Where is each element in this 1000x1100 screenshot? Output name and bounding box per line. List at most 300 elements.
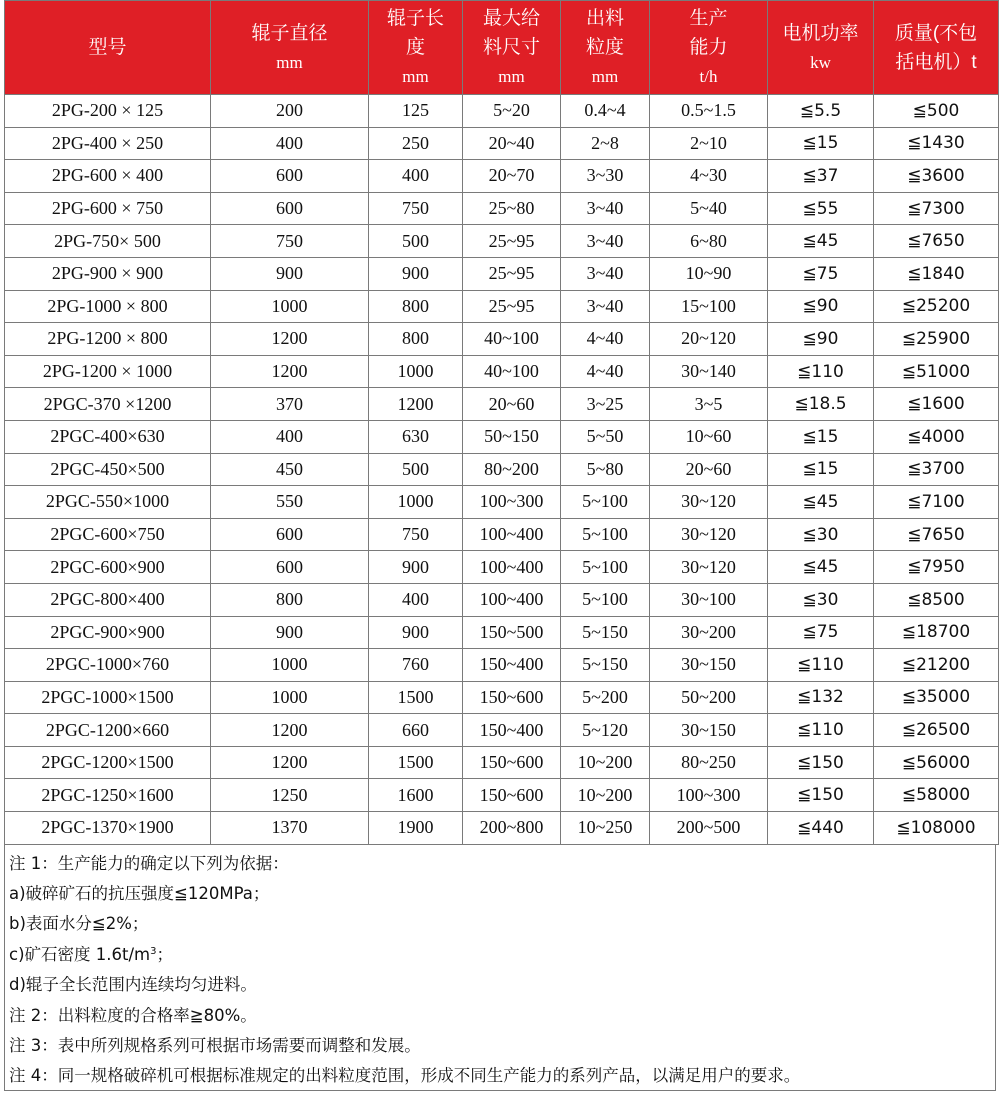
cell-roller-diameter: 1000 — [211, 290, 369, 323]
cell-output-size: 10~200 — [561, 779, 650, 812]
cell-roller-length: 750 — [369, 518, 463, 551]
cell-value: 25200 — [916, 296, 971, 317]
cell-motor-power — [768, 192, 874, 225]
table-row — [5, 551, 999, 584]
cell-roller-diameter: 800 — [211, 583, 369, 616]
note-1-c-text: c)矿石密度 1.6t/m — [9, 944, 151, 964]
cell-capacity: 30~120 — [650, 486, 768, 519]
table-row — [5, 160, 999, 193]
table-row — [5, 616, 999, 649]
cell-motor-power — [768, 323, 874, 356]
cell-value: 5.5 — [814, 100, 842, 121]
cell-max-feed-size: 25~95 — [463, 257, 561, 290]
cell-roller-diameter: 450 — [211, 453, 369, 486]
cell-value: 110 — [811, 654, 844, 675]
cell-capacity: 30~100 — [650, 583, 768, 616]
cell-motor-power — [768, 714, 874, 747]
less-equal-symbol: ≦ — [901, 361, 917, 382]
cell-max-feed-size: 150~400 — [463, 714, 561, 747]
cell-motor-power — [768, 127, 874, 160]
cell-weight — [874, 583, 999, 616]
cell-motor-power — [768, 355, 874, 388]
cell-weight — [874, 616, 999, 649]
cell-motor-power — [768, 681, 874, 714]
cell-roller-length: 500 — [369, 453, 463, 486]
cell-value: 25900 — [916, 328, 971, 349]
cell-model: 2PG-400 × 250 — [5, 127, 211, 160]
cell-output-size: 3~40 — [561, 192, 650, 225]
cell-roller-length: 900 — [369, 551, 463, 584]
cell-roller-length: 800 — [369, 323, 463, 356]
cell-roller-length: 900 — [369, 257, 463, 290]
less-equal-symbol: ≦ — [901, 752, 917, 773]
cell-motor-power — [768, 453, 874, 486]
cell-model: 2PG-1200 × 1000 — [5, 355, 211, 388]
cell-roller-diameter: 1200 — [211, 746, 369, 779]
cell-max-feed-size: 25~95 — [463, 290, 561, 323]
cell-model: 2PGC-800×400 — [5, 583, 211, 616]
cell-value: 1840 — [921, 263, 965, 284]
cell-model: 2PGC-400×630 — [5, 420, 211, 453]
cell-motor-power — [768, 160, 874, 193]
cell-max-feed-size: 20~70 — [463, 160, 561, 193]
cell-roller-length: 400 — [369, 583, 463, 616]
cell-capacity: 10~90 — [650, 257, 768, 290]
cell-value: 58000 — [916, 785, 971, 806]
cell-weight — [874, 192, 999, 225]
less-equal-symbol: ≦ — [907, 589, 922, 610]
table-row — [5, 290, 999, 323]
less-equal-symbol: ≦ — [802, 459, 817, 480]
cell-capacity: 5~40 — [650, 192, 768, 225]
note-1-b: b)表面水分≦2%； — [9, 914, 149, 934]
cell-output-size: 3~40 — [561, 225, 650, 258]
cell-roller-diameter: 600 — [211, 192, 369, 225]
cell-value: 7950 — [921, 557, 965, 578]
cell-roller-diameter: 1000 — [211, 681, 369, 714]
note-1-a: a)破碎矿石的抗压强度≦120MPa； — [9, 884, 270, 904]
cell-weight — [874, 355, 999, 388]
less-equal-symbol: ≦ — [797, 361, 812, 382]
cell-capacity: 3~5 — [650, 388, 768, 421]
cell-roller-diameter: 1370 — [211, 812, 369, 845]
cell-value: 1430 — [921, 133, 965, 154]
header-roller-length: 辊子长 度 mm — [369, 1, 463, 95]
cell-value: 45 — [816, 557, 839, 578]
roller-crusher-spec-table — [4, 0, 999, 845]
cell-output-size: 5~80 — [561, 453, 650, 486]
cell-model: 2PG-600 × 400 — [5, 160, 211, 193]
cell-output-size: 5~100 — [561, 486, 650, 519]
cell-value: 15 — [816, 459, 839, 480]
table-row — [5, 257, 999, 290]
table-row — [5, 355, 999, 388]
cell-capacity: 30~140 — [650, 355, 768, 388]
cell-weight — [874, 160, 999, 193]
cell-max-feed-size: 25~95 — [463, 225, 561, 258]
cell-max-feed-size: 100~400 — [463, 518, 561, 551]
cell-weight — [874, 420, 999, 453]
note-3: 注 3：表中所列规格系列可根据市场需要而调整和发展。 — [9, 1036, 421, 1055]
cell-model: 2PGC-900×900 — [5, 616, 211, 649]
note-2: 注 2：出料粒度的合格率≧80%。 — [9, 1005, 257, 1025]
cell-value: 7300 — [921, 198, 965, 219]
cell-weight — [874, 257, 999, 290]
less-equal-symbol: ≦ — [802, 491, 817, 512]
less-equal-symbol: ≦ — [912, 100, 927, 121]
cell-roller-diameter: 1250 — [211, 779, 369, 812]
header-capacity: 生产 能力 t/h — [650, 1, 768, 95]
header-weight: 质量(不包 括电机）t — [874, 1, 999, 95]
cell-value: 90 — [816, 328, 839, 349]
cell-roller-length: 1900 — [369, 812, 463, 845]
cell-motor-power — [768, 583, 874, 616]
cell-output-size: 5~100 — [561, 551, 650, 584]
cell-output-size: 2~8 — [561, 127, 650, 160]
cell-max-feed-size: 150~600 — [463, 681, 561, 714]
cell-roller-length: 630 — [369, 420, 463, 453]
cell-model: 2PG-1000 × 800 — [5, 290, 211, 323]
cell-motor-power — [768, 420, 874, 453]
cell-value: 7100 — [921, 491, 965, 512]
header-motor-power: 电机功率 kw — [768, 1, 874, 95]
cell-value: 21200 — [916, 654, 971, 675]
cell-value: 35000 — [916, 687, 971, 708]
less-equal-symbol: ≦ — [802, 165, 817, 186]
cell-motor-power — [768, 225, 874, 258]
less-equal-symbol: ≦ — [802, 426, 817, 447]
cell-motor-power — [768, 257, 874, 290]
note-1-d: d)辊子全长范围内连续均匀进料。 — [9, 975, 257, 995]
cell-capacity: 0.5~1.5 — [650, 95, 768, 128]
less-equal-symbol: ≦ — [907, 491, 922, 512]
cell-output-size: 3~40 — [561, 257, 650, 290]
note-1-c-superscript: 3 — [150, 945, 157, 957]
cell-max-feed-size: 20~60 — [463, 388, 561, 421]
cell-capacity: 30~150 — [650, 714, 768, 747]
table-row — [5, 388, 999, 421]
cell-capacity: 20~120 — [650, 323, 768, 356]
cell-weight — [874, 812, 999, 845]
cell-weight — [874, 681, 999, 714]
cell-value: 15 — [816, 426, 839, 447]
cell-max-feed-size: 50~150 — [463, 420, 561, 453]
cell-weight — [874, 746, 999, 779]
cell-value: 3600 — [921, 165, 965, 186]
cell-value: 30 — [816, 589, 839, 610]
less-equal-symbol: ≦ — [797, 817, 812, 838]
cell-max-feed-size: 100~400 — [463, 583, 561, 616]
cell-value: 56000 — [916, 752, 971, 773]
cell-value: 75 — [816, 622, 839, 643]
cell-capacity: 200~500 — [650, 812, 768, 845]
cell-weight — [874, 779, 999, 812]
table-row — [5, 681, 999, 714]
cell-value: 55 — [816, 198, 839, 219]
cell-max-feed-size: 100~400 — [463, 551, 561, 584]
cell-weight — [874, 127, 999, 160]
table-body — [5, 95, 999, 845]
cell-roller-diameter: 400 — [211, 420, 369, 453]
cell-model: 2PGC-370 ×1200 — [5, 388, 211, 421]
cell-motor-power — [768, 551, 874, 584]
less-equal-symbol: ≦ — [907, 165, 922, 186]
cell-output-size: 10~200 — [561, 746, 650, 779]
cell-value: 8500 — [921, 589, 965, 610]
cell-motor-power — [768, 518, 874, 551]
cell-weight — [874, 323, 999, 356]
cell-max-feed-size: 200~800 — [463, 812, 561, 845]
cell-capacity: 4~30 — [650, 160, 768, 193]
less-equal-symbol: ≦ — [907, 394, 922, 415]
less-equal-symbol: ≦ — [901, 296, 917, 317]
cell-roller-diameter: 1200 — [211, 714, 369, 747]
cell-max-feed-size: 150~400 — [463, 649, 561, 682]
less-equal-symbol: ≦ — [802, 557, 817, 578]
cell-roller-length: 900 — [369, 616, 463, 649]
less-equal-symbol: ≦ — [799, 100, 815, 121]
cell-output-size: 5~50 — [561, 420, 650, 453]
cell-output-size: 5~150 — [561, 649, 650, 682]
cell-capacity: 10~60 — [650, 420, 768, 453]
cell-roller-diameter: 900 — [211, 257, 369, 290]
less-equal-symbol: ≦ — [907, 459, 922, 480]
note-1-c-end: ； — [156, 944, 173, 964]
cell-roller-diameter: 370 — [211, 388, 369, 421]
cell-value: 75 — [816, 263, 839, 284]
less-equal-symbol: ≦ — [802, 263, 817, 284]
less-equal-symbol: ≦ — [901, 654, 917, 675]
less-equal-symbol: ≦ — [907, 231, 922, 252]
cell-output-size: 5~100 — [561, 583, 650, 616]
less-equal-symbol: ≦ — [907, 263, 922, 284]
cell-value: 1600 — [921, 394, 965, 415]
cell-weight — [874, 388, 999, 421]
cell-value: 18.5 — [808, 394, 847, 415]
cell-motor-power — [768, 290, 874, 323]
less-equal-symbol: ≦ — [907, 198, 922, 219]
table-row — [5, 225, 999, 258]
table-row — [5, 95, 999, 128]
cell-motor-power — [768, 779, 874, 812]
cell-roller-length: 800 — [369, 290, 463, 323]
cell-weight — [874, 714, 999, 747]
cell-motor-power — [768, 649, 874, 682]
less-equal-symbol: ≦ — [797, 654, 812, 675]
less-equal-symbol: ≦ — [797, 687, 812, 708]
cell-model: 2PG-200 × 125 — [5, 95, 211, 128]
cell-value: 7650 — [921, 231, 965, 252]
header-roller-diameter: 辊子直径 mm — [211, 1, 369, 95]
cell-max-feed-size: 40~100 — [463, 323, 561, 356]
cell-value: 18700 — [916, 622, 971, 643]
less-equal-symbol: ≦ — [901, 622, 917, 643]
cell-max-feed-size: 5~20 — [463, 95, 561, 128]
cell-model: 2PG-600 × 750 — [5, 192, 211, 225]
cell-roller-diameter: 400 — [211, 127, 369, 160]
less-equal-symbol: ≦ — [802, 198, 817, 219]
cell-model: 2PGC-550×1000 — [5, 486, 211, 519]
header-output-size: 出料 粒度 mm — [561, 1, 650, 95]
header-max-feed-size: 最大给 料尺寸 mm — [463, 1, 561, 95]
cell-capacity: 100~300 — [650, 779, 768, 812]
notes-section — [4, 845, 996, 1091]
cell-output-size: 5~200 — [561, 681, 650, 714]
cell-value: 108000 — [910, 817, 976, 838]
cell-roller-length: 660 — [369, 714, 463, 747]
cell-capacity: 2~10 — [650, 127, 768, 160]
less-equal-symbol: ≦ — [802, 328, 817, 349]
note-1: 注 1：生产能力的确定以下列为依据： — [9, 853, 289, 873]
cell-max-feed-size: 150~600 — [463, 779, 561, 812]
less-equal-symbol: ≦ — [901, 328, 917, 349]
less-equal-symbol: ≦ — [802, 589, 817, 610]
cell-model: 2PGC-600×750 — [5, 518, 211, 551]
cell-roller-length: 1000 — [369, 486, 463, 519]
cell-output-size: 4~40 — [561, 323, 650, 356]
less-equal-symbol: ≦ — [907, 426, 922, 447]
table-row — [5, 453, 999, 486]
cell-value: 15 — [816, 133, 839, 154]
cell-model: 2PG-1200 × 800 — [5, 323, 211, 356]
less-equal-symbol: ≦ — [797, 720, 812, 741]
cell-motor-power — [768, 812, 874, 845]
cell-roller-diameter: 600 — [211, 551, 369, 584]
less-equal-symbol: ≦ — [797, 752, 812, 773]
cell-output-size: 0.4~4 — [561, 95, 650, 128]
cell-output-size: 5~100 — [561, 518, 650, 551]
cell-max-feed-size: 100~300 — [463, 486, 561, 519]
cell-weight — [874, 649, 999, 682]
less-equal-symbol: ≦ — [802, 622, 817, 643]
cell-motor-power — [768, 486, 874, 519]
cell-max-feed-size: 20~40 — [463, 127, 561, 160]
cell-model: 2PGC-1200×1500 — [5, 746, 211, 779]
cell-output-size: 4~40 — [561, 355, 650, 388]
cell-roller-length: 125 — [369, 95, 463, 128]
cell-roller-length: 250 — [369, 127, 463, 160]
spec-sheet — [4, 0, 998, 1091]
table-row — [5, 420, 999, 453]
table-row — [5, 323, 999, 356]
cell-capacity: 20~60 — [650, 453, 768, 486]
cell-value: 500 — [926, 100, 960, 121]
cell-roller-length: 1600 — [369, 779, 463, 812]
cell-output-size: 5~150 — [561, 616, 650, 649]
cell-capacity: 30~200 — [650, 616, 768, 649]
note-4: 注 4：同一规格破碎机可根据标准规定的出料粒度范围，形成不同生产能力的系列产品，以满足用户的要求。 — [9, 1066, 801, 1086]
cell-motor-power — [768, 95, 874, 128]
cell-weight — [874, 453, 999, 486]
cell-value: 51000 — [916, 361, 971, 382]
cell-value: 4000 — [921, 426, 965, 447]
header-model: 型号 — [5, 1, 211, 95]
cell-value: 110 — [811, 361, 844, 382]
table-row — [5, 127, 999, 160]
cell-value: 150 — [811, 785, 844, 806]
cell-roller-diameter: 1200 — [211, 355, 369, 388]
cell-value: 132 — [811, 687, 844, 708]
cell-value: 150 — [811, 752, 844, 773]
cell-roller-length: 1500 — [369, 746, 463, 779]
cell-max-feed-size: 80~200 — [463, 453, 561, 486]
table-row — [5, 714, 999, 747]
cell-weight — [874, 95, 999, 128]
less-equal-symbol: ≦ — [901, 720, 917, 741]
table-row — [5, 812, 999, 845]
cell-value: 45 — [816, 491, 839, 512]
note-1-c — [9, 940, 991, 970]
cell-capacity: 6~80 — [650, 225, 768, 258]
cell-value: 30 — [816, 524, 839, 545]
cell-value: 37 — [816, 165, 839, 186]
table-row — [5, 779, 999, 812]
cell-output-size: 3~30 — [561, 160, 650, 193]
cell-output-size: 5~120 — [561, 714, 650, 747]
cell-output-size: 10~250 — [561, 812, 650, 845]
less-equal-symbol: ≦ — [901, 687, 917, 708]
table-row — [5, 583, 999, 616]
table-header-row — [5, 1, 999, 95]
cell-roller-length: 760 — [369, 649, 463, 682]
table-row — [5, 486, 999, 519]
cell-max-feed-size: 150~500 — [463, 616, 561, 649]
cell-value: 7650 — [921, 524, 965, 545]
cell-output-size: 3~40 — [561, 290, 650, 323]
cell-capacity: 50~200 — [650, 681, 768, 714]
cell-weight — [874, 518, 999, 551]
cell-max-feed-size: 25~80 — [463, 192, 561, 225]
less-equal-symbol: ≦ — [802, 133, 817, 154]
cell-value: 3700 — [921, 459, 965, 480]
less-equal-symbol: ≦ — [907, 557, 922, 578]
cell-motor-power — [768, 746, 874, 779]
cell-output-size: 3~25 — [561, 388, 650, 421]
cell-value: 90 — [816, 296, 839, 317]
cell-capacity: 30~150 — [650, 649, 768, 682]
cell-roller-diameter: 1200 — [211, 323, 369, 356]
less-equal-symbol: ≦ — [802, 296, 817, 317]
cell-roller-diameter: 750 — [211, 225, 369, 258]
cell-roller-length: 1000 — [369, 355, 463, 388]
less-equal-symbol: ≦ — [907, 524, 922, 545]
table-row — [5, 192, 999, 225]
table-row — [5, 649, 999, 682]
cell-value: 110 — [811, 720, 844, 741]
cell-max-feed-size: 150~600 — [463, 746, 561, 779]
cell-value: 26500 — [916, 720, 971, 741]
cell-roller-diameter: 550 — [211, 486, 369, 519]
cell-weight — [874, 225, 999, 258]
cell-roller-length: 1200 — [369, 388, 463, 421]
cell-model: 2PGC-1370×1900 — [5, 812, 211, 845]
cell-weight — [874, 486, 999, 519]
cell-model: 2PG-750× 500 — [5, 225, 211, 258]
cell-model: 2PGC-600×900 — [5, 551, 211, 584]
cell-capacity: 15~100 — [650, 290, 768, 323]
less-equal-symbol: ≦ — [794, 394, 809, 415]
cell-model: 2PGC-1250×1600 — [5, 779, 211, 812]
cell-roller-diameter: 200 — [211, 95, 369, 128]
cell-roller-diameter: 600 — [211, 518, 369, 551]
cell-capacity: 30~120 — [650, 551, 768, 584]
cell-value: 440 — [811, 817, 844, 838]
cell-model: 2PGC-1000×1500 — [5, 681, 211, 714]
table-row — [5, 518, 999, 551]
cell-model: 2PGC-450×500 — [5, 453, 211, 486]
cell-roller-diameter: 900 — [211, 616, 369, 649]
cell-roller-diameter: 1000 — [211, 649, 369, 682]
